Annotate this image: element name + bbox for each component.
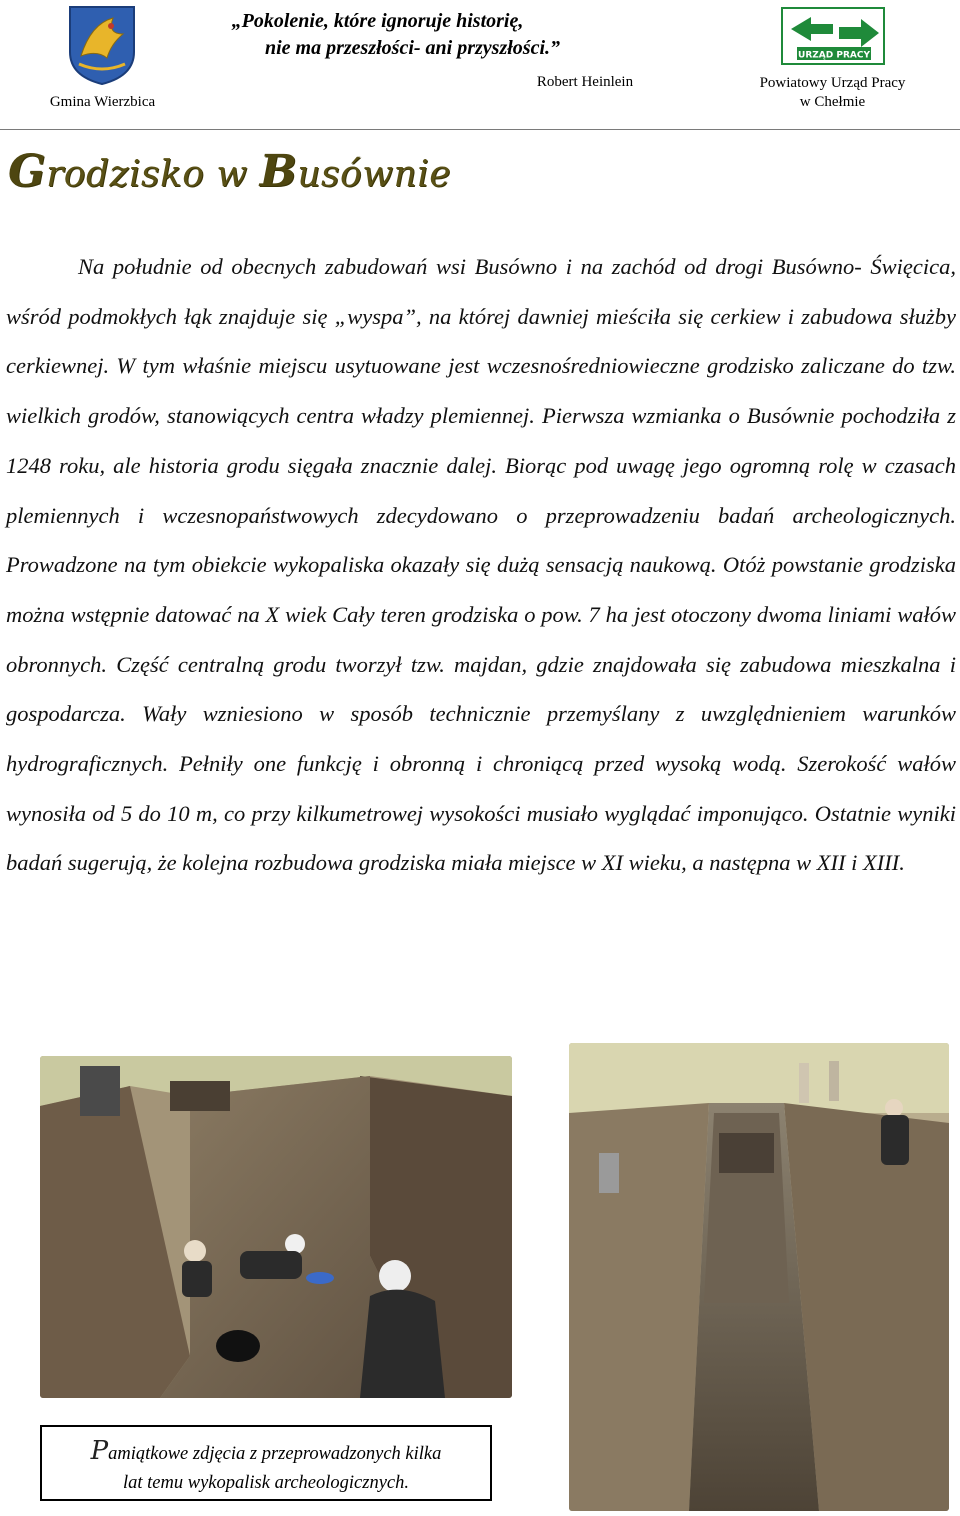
article-paragraph: Na południe od obecnych zabudowań wsi Busówno i na zachód od drogi Busówno- Święcica, wśród podmokłych łąk znajduje się „wyspa”, na której dawniej mieściła się cerkiew i zabudowa służby cerkiewnej. W tym właśnie miejscu usytuowane jest wczesnośredniowieczne grodzisko zaliczane do tzw. wielkich grodów, stanowiących centra władzy plemiennej. Pierwsza wzmianka o Busównie pochodziła z 1248 roku, ale historia grodu sięgała znacznie dalej. Biorąc pod uwagę jego ogromną rolę w czasach plemiennych i wczesnopaństwowych zdecydowano o przeprowadzeniu badań archeologicznych. Prowadzone na tym obiekcie wykopaliska okazały się dużą sensacją naukową. Otóż powstanie grodziska można wstępnie datować na X wiek Cały teren grodziska o pow. 7 ha jest otoczony dwoma liniami wałów obronnych. Część centralną grodu tworzył tzw. majdan, gdzie znajdowała się zabudowa mieszkalna i gospodarcza. Wały wzniesiono w sposób technicznie przemyślany z uwzględnieniem warunków hydrograficznych. Pełniły one funkcję i obronną i chroniącą przed wysoką wodą. Szerokość wałów wynosiła od 5 do 10 m, co przy kilkumetrowej wysokości musiało wyglądać imponująco. Ostatnie wyniki badań sugerują, że kolejna rozbudowa grodziska miała miejsce w XI wieku, a następna w XII i XIII. (6, 254, 956, 876)
excavation-photo-trench (569, 1043, 949, 1511)
page-title (8, 146, 451, 197)
quote-line-1: „Pokolenie, które ignoruje historię, (231, 10, 524, 32)
title-initial-g: G (8, 146, 47, 197)
title-initial-b: B (259, 146, 298, 197)
caption-initial: P (90, 1436, 109, 1466)
pup-label (740, 74, 925, 112)
photo-caption (42, 1437, 490, 1498)
caption-line-2: lat temu wykopalisk archeologicznych. (123, 1473, 409, 1493)
quote-author: Robert Heinlein (536, 74, 634, 90)
quote-line-2: nie ma przeszłości- ani przyszłości.” (264, 37, 561, 59)
pup-label-line-1: Powiatowy Urząd Pracy (759, 75, 906, 91)
header-quote (190, 8, 595, 62)
pup-label-line-2: w Chełmie (799, 94, 866, 110)
gmina-crest-logo (67, 4, 137, 86)
caption-line-1: amiątkowe zdjęcia z przeprowadzonych kilka (108, 1444, 442, 1464)
urzad-pracy-logo (781, 7, 885, 65)
title-part-2: usównie (297, 154, 452, 195)
title-part-1: rodzisko w (46, 154, 260, 195)
article-body (6, 242, 956, 888)
header-divider (0, 129, 960, 130)
excavation-photo-workers (40, 1056, 512, 1398)
pup-logo-text: URZĄD PRACY (798, 50, 870, 61)
gmina-label: Gmina Wierzbica (49, 94, 156, 110)
photo-caption-box (40, 1425, 492, 1501)
